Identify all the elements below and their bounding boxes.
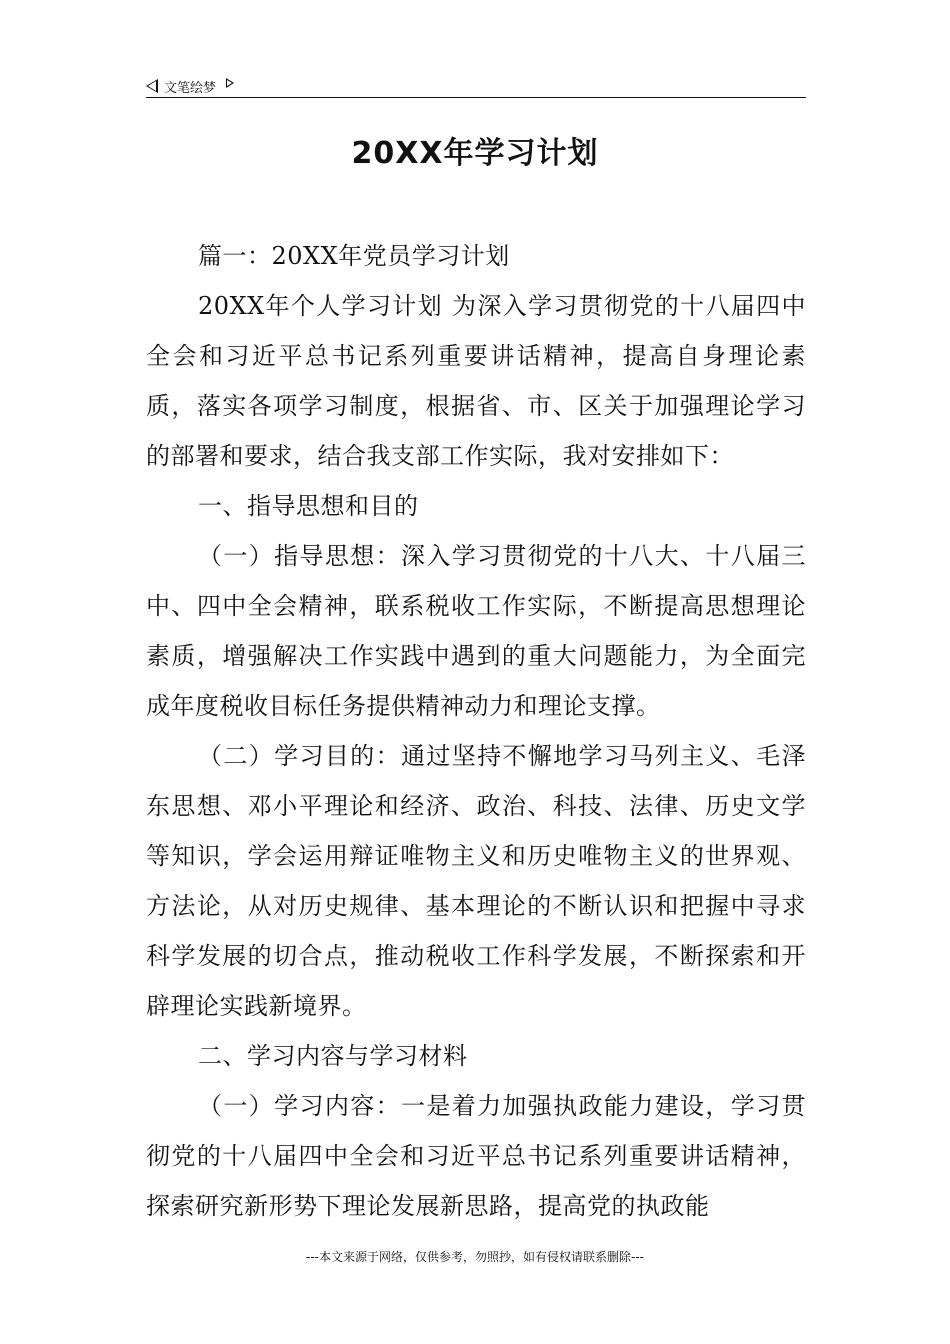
header-brand: 文笔绘梦 [164, 80, 217, 96]
document-body [146, 231, 806, 1231]
triangle-right-icon [226, 78, 234, 88]
triangle-left-icon [146, 79, 158, 93]
paragraph: （一）学习内容：一是着力加强执政能力建设，学习贯彻党的十八届四中全会和习近平总书记系列重要讲话精神，探索研究新形势下理论发展新思路，提高党的执政能 [146, 1092, 806, 1220]
header-bar [146, 74, 806, 98]
paragraph: （一）指导思想：深入学习贯彻党的十八大、十八届三中、四中全会精神，联系税收工作实际，不断提高思想理论素质，增强解决工作实践中遇到的重大问题能力，为全面完成年度税收目标任务提供精神动力和理论支撑。 [146, 542, 806, 720]
footer-notice: ---本文来源于网络，仅供参考，勿照抄，如有侵权请联系删除--- [306, 1250, 644, 1264]
document-title: 20XX年学习计划 [351, 136, 599, 171]
paragraph: 一、指导思想和目的 [198, 492, 419, 520]
header-divider [146, 97, 806, 98]
paragraph: 篇一：20XX年党员学习计划 [198, 242, 510, 270]
paragraph: 20XX年个人学习计划 为深入学习贯彻党的十八届四中全会和习近平总书记系列重要讲话精神，提高自身理论素质，落实各项学习制度，根据省、市、区关于加强理论学习的部署和要求，结合我支部工作实际，我对安排如下： [146, 292, 806, 470]
paragraph: （二）学习目的：通过坚持不懈地学习马列主义、毛泽东思想、邓小平理论和经济、政治、科技、法律、历史文学等知识，学会运用辩证唯物主义和历史唯物主义的世界观、方法论，从对历史规律、基本理论的不断认识和把握中寻求科学发展的切合点，推动税收工作科学发展，不断探索和开辟理论实践新境界。 [146, 742, 806, 1020]
paragraph: 二、学习内容与学习材料 [198, 1042, 468, 1070]
